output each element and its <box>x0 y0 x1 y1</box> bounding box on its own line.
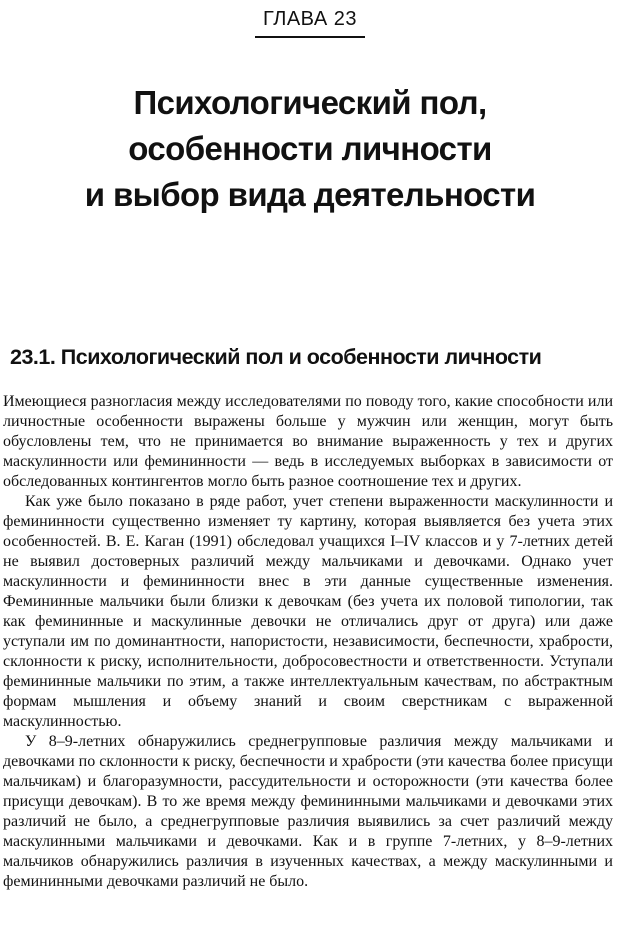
chapter-title-line-3: и выбор вида деятельности <box>84 176 536 213</box>
body-text <box>3 392 613 892</box>
section-heading: 23.1. Психологический пол и особенности личности <box>10 345 542 369</box>
chapter-label-text: ГЛАВА 23 <box>255 8 365 38</box>
chapter-title-line-2: особенности личности <box>128 130 492 167</box>
chapter-title <box>0 80 620 218</box>
paragraph-2: Как уже было показано в ряде работ, учет степени выраженности маскулинности и фемининности существенно изменяет ту картину, которая выявляется без учета этих особенностей. В. Е. Каган (1991) обследовал учащихся I–IV классов и у 7-летних детей не выявил достоверных различий между мальчиками и девочками. Однако учет маскулинности и фемининности внес в эти данные существенные изменения. Фемининные мальчики были близки к девочкам (без учета их половой типологии, так как фемининные и маскулинные девочки не отличались друг от друга) или даже уступали им по доминантности, напористости, независимости, беспечности, храбрости, склонности к риску, исполнительности, добросовестности и ответственности. Уступали фемининные мальчики по этим, а также интеллектуальным качествам, по абстрактным формам мышления и объему знаний и своим сверстникам с выраженной маскулинностью. <box>3 493 613 730</box>
chapter-title-line-1: Психологический пол, <box>133 84 487 121</box>
chapter-label <box>0 8 620 38</box>
paragraph-3: У 8–9-летних обнаружились среднегрупповые различия между мальчиками и девочками по склонности к риску, беспечности и храбрости (эти качества более присущи мальчикам) и благоразумности, рассудительности и осторожности (эти качества более присущи девочкам). В то же время между фемининными мальчиками и девочками этих различий не было, а среднегрупповые различия выявились за счет различий между маскулинными мальчиками и девочками. Как и в группе 7-летних, у 8–9-летних мальчиков обнаружились различия в изученных качествах, а между маскулинными и фемининными девочками различий не было. <box>3 733 613 890</box>
paragraph-1: Имеющиеся разногласия между исследователями по поводу того, какие способности или личностные особенности выражены больше у мужчин или женщин, могут быть обусловлены тем, что не принимается во внимание выраженность у тех и других маскулинности или фемининности — ведь в исследуемых выборках в зависимости от обследованных контингентов могло быть разное соотношение тех и других. <box>3 393 613 490</box>
